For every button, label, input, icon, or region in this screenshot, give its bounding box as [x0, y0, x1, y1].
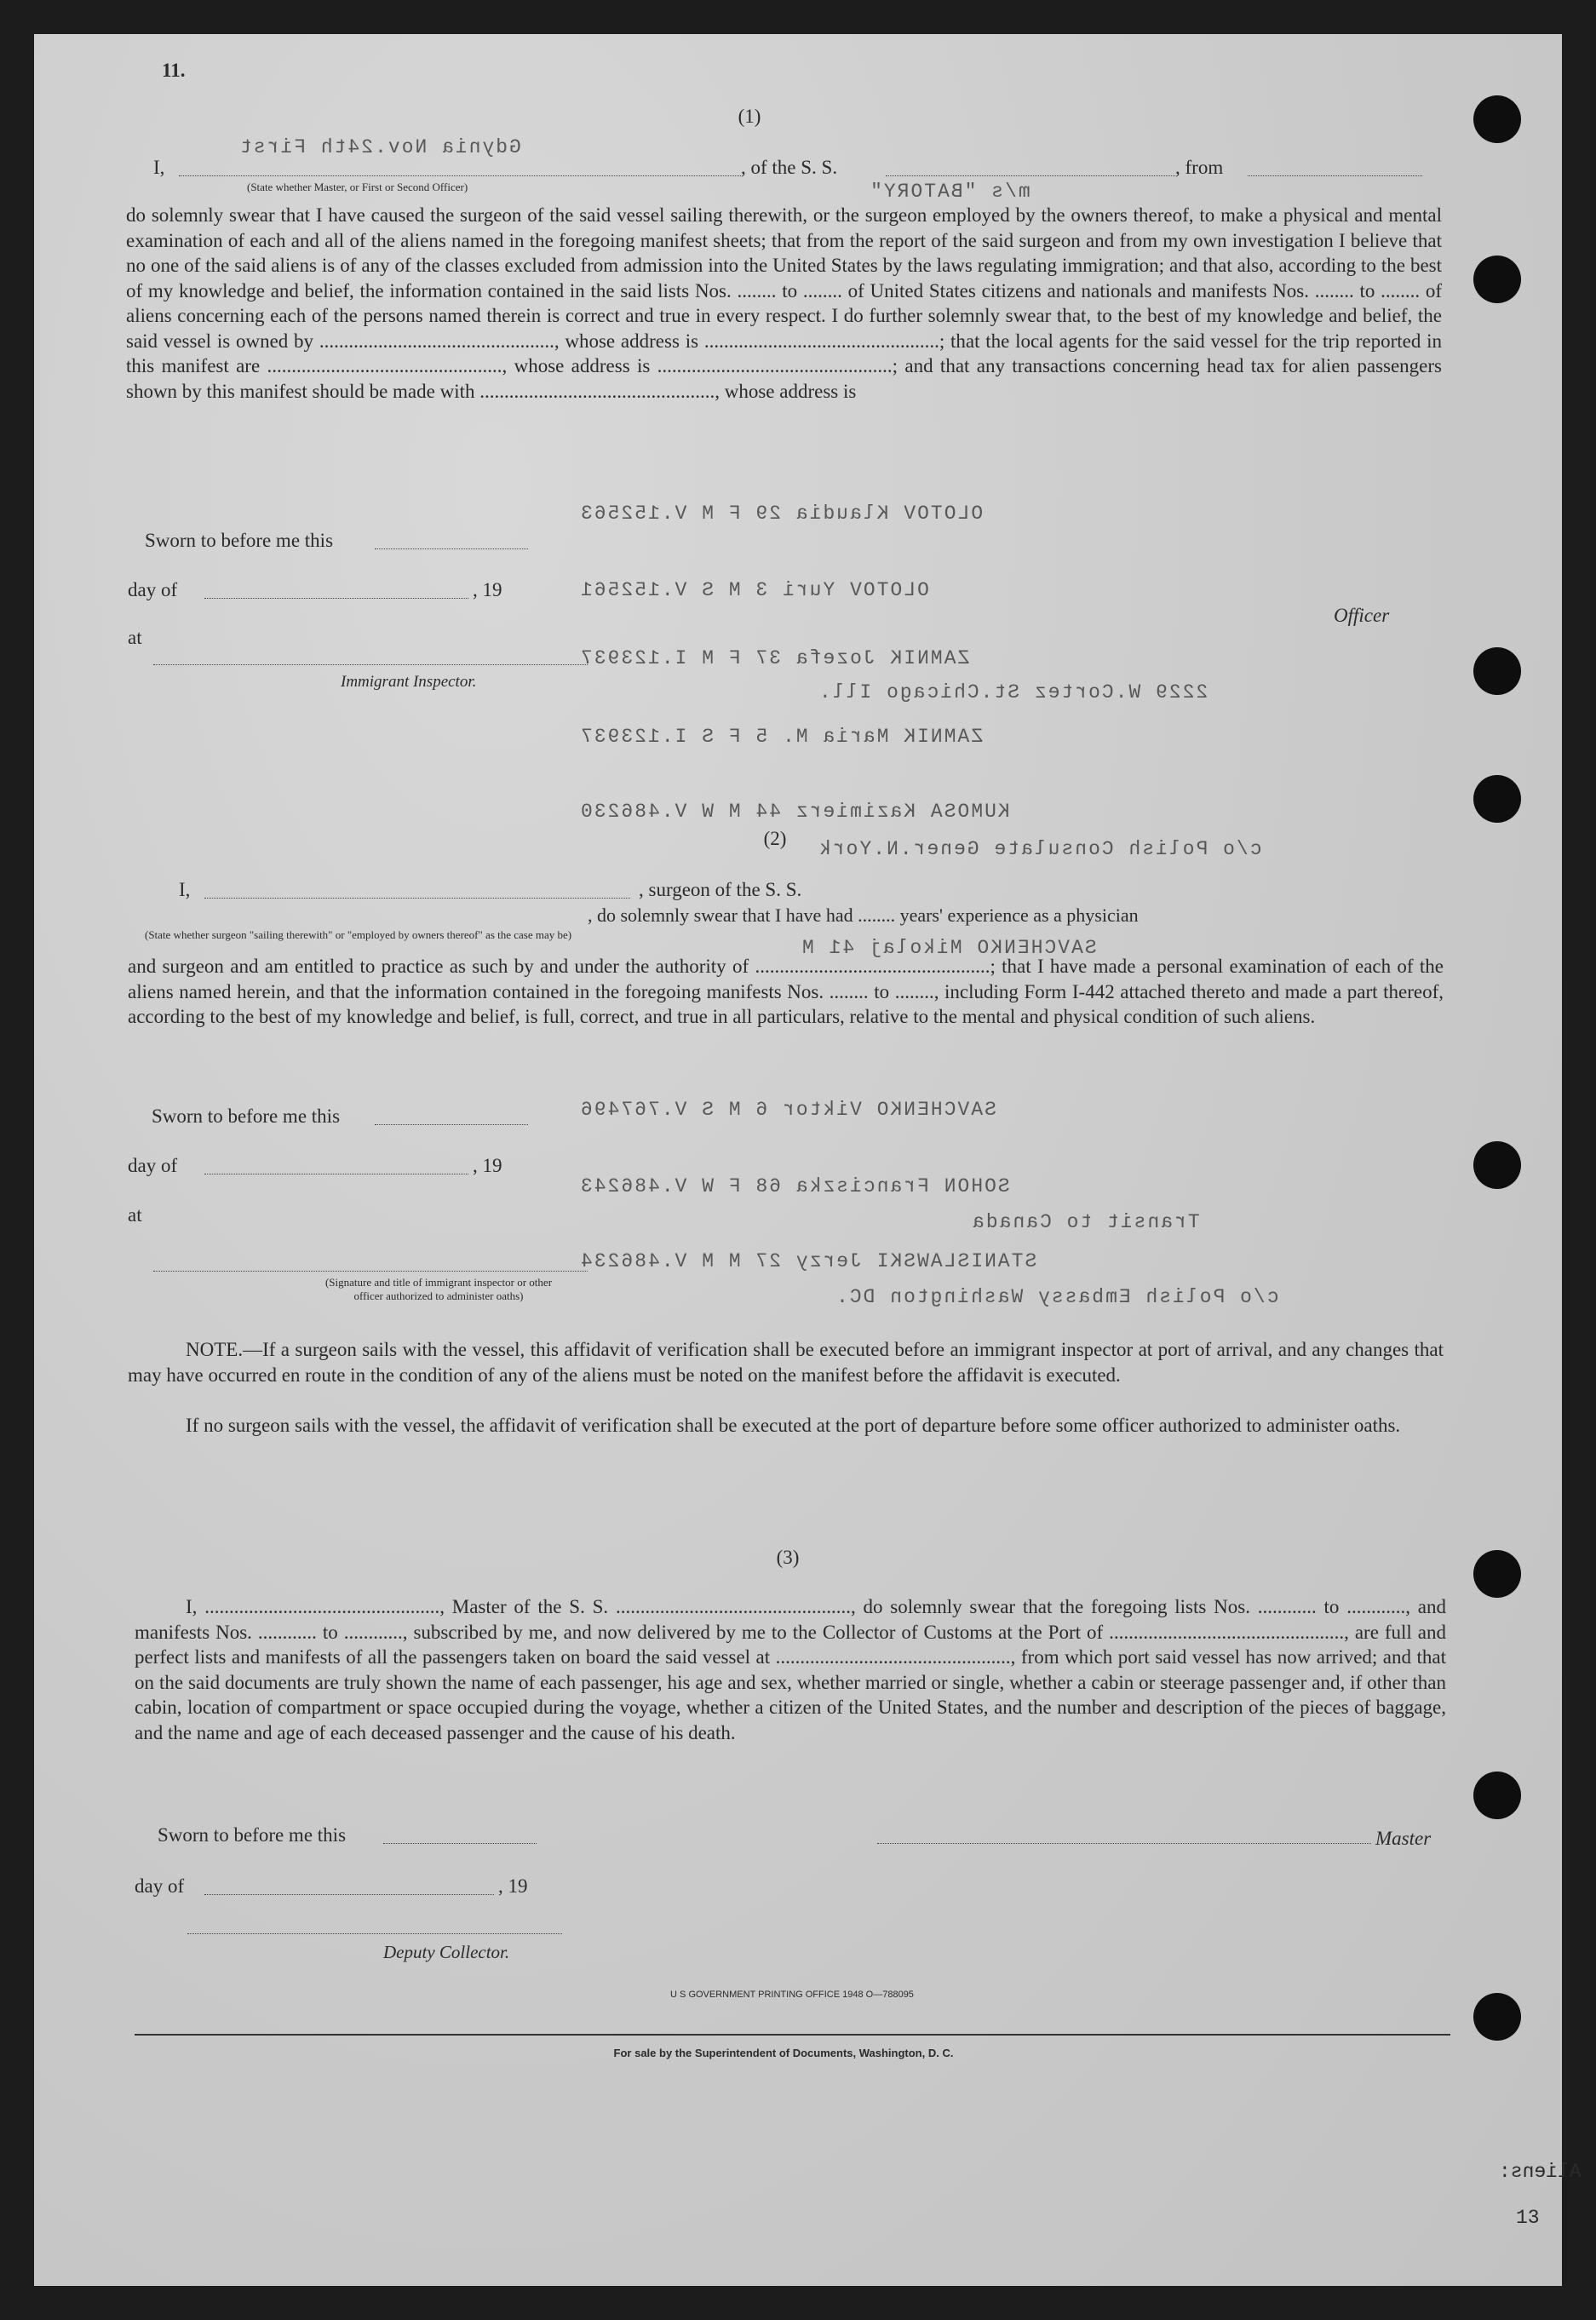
section-2-sworn: Sworn to before me this: [152, 1105, 341, 1127]
section-1-body: do solemnly swear that I have caused the surgeon of the said vessel sailing therewith, or the surgeon employed by the owners thereof, to make a physical and mental examination of each and all of the aliens named in the foregoing manifest sheets; that from the report of the said surgeon and from my own investigation I believe that no one of the said aliens is of any of the classes excluded from admission into the United States by the laws regulating immigration; and that also, according to the best of my knowledge and belief, the information contained in the said lists Nos. ........ to ........ of United States citizens and nationals and manifests Nos. ........ to ........ of aliens concerning each of the persons named therein is correct and true in every respect. I do further solemnly swear that, to the best of my knowledge and belief, the said vessel is owned by ................................................, whose address is ................................................; that the local agents for the said vessel for the trip reported in this manifest are ................................................, whose address is ................................................; and that any transactions concerning head tax for alien passengers shown by this manifest should be made with ................................................, whose address is: [126, 204, 1442, 402]
margin-aliens: Aliens:: [1499, 2161, 1582, 2183]
signature-line: [204, 898, 630, 899]
signature-line: [187, 1933, 562, 1934]
manifest-page: [34, 34, 1582, 2286]
top-mark: 11.: [162, 60, 186, 81]
section-1-from-label: , from: [1175, 157, 1224, 178]
section-1-inspector: Immigrant Inspector.: [341, 673, 477, 691]
section-3-day: day of: [135, 1875, 185, 1897]
sale-notice: For sale by the Superintendent of Documents, Washington, D. C.: [613, 2047, 954, 2059]
signature-line: [204, 598, 468, 599]
section-2-body: and surgeon and am entitled to practice as such by and under the authority of ................................................; that I have made a personal examination of each of the aliens named herein, and that the information contained in the foregoing manifests Nos. ........ to ........, including Form I-442 attached thereto and made a part thereof, according to the best of my knowledge and belief, is full, correct, and true in all particulars, relative to the mental and physical condition of such aliens.: [128, 956, 1444, 1027]
section-3-year: , 19: [498, 1875, 528, 1897]
punch-hole: [1473, 1141, 1521, 1189]
punch-hole: [1473, 1772, 1521, 1819]
section-1-vessel-label: , of the S. S.: [741, 157, 838, 178]
bleed-through-line: KUMOSA Kazimierz 44 M W V.486230: [579, 801, 1010, 823]
section-2-at: at: [128, 1204, 142, 1226]
bleed-through-line: OLOTOV Klaudia 29 F M V.152563: [579, 502, 984, 525]
punch-hole: [1473, 775, 1521, 823]
margin-number: 13: [1516, 2207, 1540, 2229]
section-2-lead: I,: [179, 879, 191, 900]
bleed-through-line: Gdynia Nov.24th First: [238, 136, 521, 158]
bleed-through-line: STANISLAWSKI Jerzy 27 M M V.486234: [579, 1250, 1037, 1272]
section-2-note-2: If no surgeon sails with the vessel, the affidavit of verification shall be executed at the port of departure before some officer authorized to administer oaths.: [186, 1415, 1401, 1436]
section-1-lead: I,: [153, 157, 165, 178]
section-2-vessel-label: , surgeon of the S. S.: [639, 879, 802, 900]
section-1-note: (State whether Master, or First or Second Officer): [247, 181, 468, 193]
bleed-through-line: ZAMNIK Jozefa 37 F M I.123937: [579, 647, 970, 669]
bleed-through-line: Transit to Canada: [971, 1211, 1200, 1233]
section-1-year: , 19: [473, 579, 502, 600]
punch-hole: [1473, 647, 1521, 695]
footer-rule: [135, 2034, 1450, 2036]
punch-hole: [1473, 1993, 1521, 2041]
bleed-through-line: SAVCHENKO Viktor 6 M S V.767496: [579, 1099, 996, 1121]
section-2-line2: , do solemnly swear that I have had ........ years' experience as a physician: [588, 904, 1139, 926]
bleed-through-line: c/o Polish Embassy Washington DC.: [835, 1286, 1279, 1308]
section-3-sworn: Sworn to before me this: [158, 1824, 347, 1846]
section-3-number: (3): [776, 1547, 800, 1568]
signature-line: [1248, 175, 1422, 176]
bleed-through-line: ZAMNIK Maria M. 5 F S I.123937: [579, 726, 984, 748]
section-1-at: at: [128, 627, 142, 648]
punch-hole: [1473, 256, 1521, 303]
signature-line: [877, 1843, 1371, 1844]
bleed-through-line: m/s "BATORY": [869, 181, 1031, 203]
section-1-sworn: Sworn to before me this: [145, 530, 334, 551]
signature-line: [375, 548, 528, 549]
signature-line: [179, 175, 741, 176]
section-1-number: (1): [738, 106, 761, 127]
signature-line: [153, 664, 588, 665]
punch-hole: [1473, 95, 1521, 143]
bleed-through-line: 2229 W.Cortez St.Chicago Ill.: [818, 681, 1208, 703]
bleed-through-line: SOHON Franciszka 68 F W V.486243: [579, 1175, 1010, 1197]
bleed-through-line: OLOTOV Yuri 3 M S V.152561: [579, 579, 929, 601]
section-3-master: Master: [1375, 1828, 1432, 1849]
bleed-through-line: c/o Polish Consulate Gener.N.York: [818, 838, 1262, 860]
signature-line: [204, 1894, 494, 1895]
section-2-year: , 19: [473, 1155, 502, 1176]
signature-line: [383, 1843, 537, 1844]
punch-hole: [1473, 1550, 1521, 1598]
section-2-sign-note: (Signature and title of immigrant inspector or other officer authorized to administer oaths): [324, 1276, 553, 1302]
signature-line: [153, 1271, 588, 1272]
signature-line: [886, 175, 1175, 176]
section-2-day: day of: [128, 1155, 178, 1176]
section-2-note: (State whether surgeon "sailing therewith" or "employed by owners thereof" as the case may be): [145, 928, 572, 941]
section-2-number: (2): [763, 828, 787, 849]
section-3-body: I, ................................................, Master of the S. S. ................................................, do solemnly swear that the foregoing lists Nos. ............ to ............, and manifests Nos. ............ to ............, subscribed by me, and now delivered by me to the Collector of Customs at the Port of ................................................, are full and perfect lists and manifests of all the passengers taken on board the said vessel at ................................................, from which port said vessel has now arrived; and that on the said documents are truly shown the name of each passenger, his age and sex, whether married or single, whether a cabin or steerage passenger and, if other than cabin, location of compartment or space occupied during the voyage, whether a citizen of the United States, and the number and description of the pieces of baggage, and the name and age of each deceased passenger and the cause of his death.: [135, 1596, 1446, 1743]
section-1-day: day of: [128, 579, 178, 600]
section-1-officer: Officer: [1334, 605, 1390, 626]
signature-line: [375, 1124, 528, 1125]
bleed-through-line: SAVCHENKO Mikolaj 41 M: [801, 937, 1097, 959]
section-2-note-1: NOTE.—If a surgeon sails with the vessel, this affidavit of verification shall be executed before an immigrant inspector at port of arrival, and any changes that may have occurred en route in the condition of any of the aliens must be noted on the manifest before the affidavit is executed.: [128, 1339, 1444, 1386]
section-3-deputy: Deputy Collector.: [383, 1942, 510, 1962]
printing-office: U S GOVERNMENT PRINTING OFFICE 1948 O—788095: [670, 1990, 914, 2000]
